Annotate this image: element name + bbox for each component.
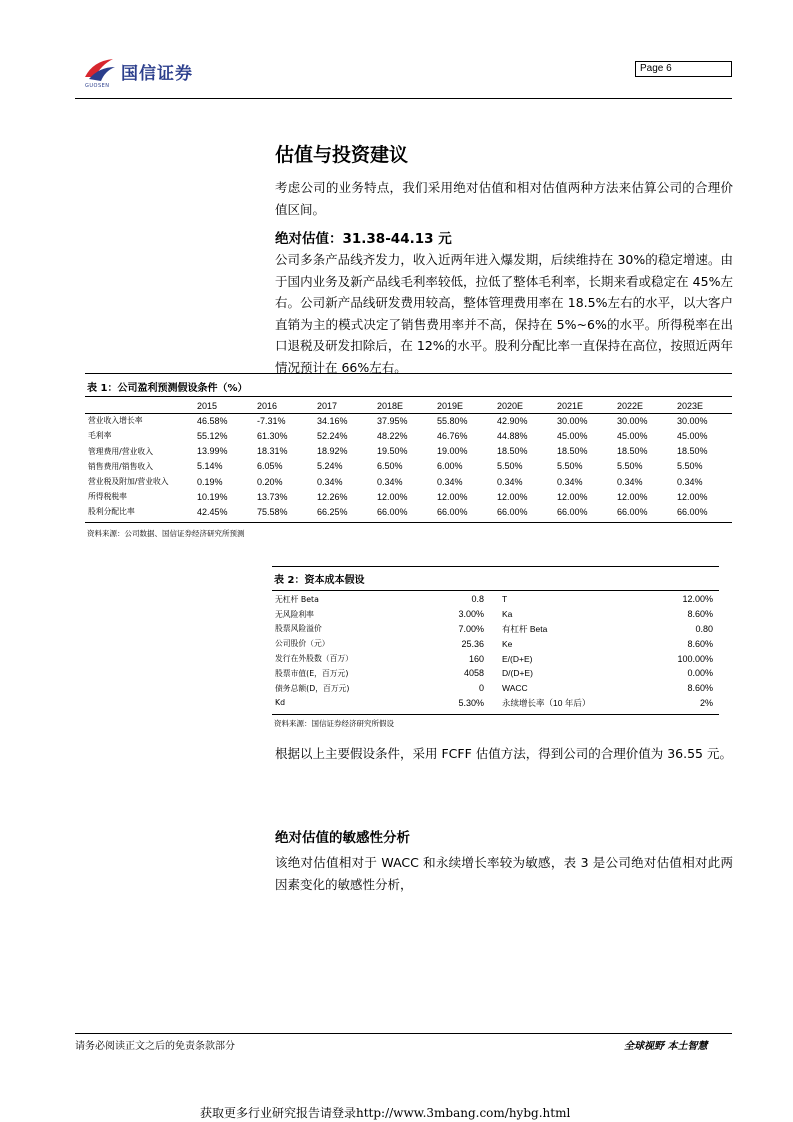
page-header	[75, 55, 732, 102]
table1-cell: 18.92%	[317, 446, 348, 457]
table1-row	[85, 459, 737, 474]
table1-cell: 12.00%	[437, 491, 468, 502]
table1-cell: 5.50%	[497, 461, 523, 472]
table2-param-value: 2%	[699, 697, 713, 708]
table1-cell: 18.50%	[617, 446, 648, 457]
table1-cell: 48.22%	[377, 430, 408, 441]
table1-cell: 46.58%	[197, 415, 228, 426]
table1-cell: 0.34%	[377, 476, 403, 487]
table1-cell: 37.95%	[377, 415, 408, 426]
table1-cell: 0.34%	[437, 476, 463, 487]
fcff-paragraph: 根据以上主要假设条件，采用 FCFF 估值方法，得到公司的合理价值为 36.55 元。	[275, 746, 732, 761]
table2-param-value: 4058	[463, 668, 484, 679]
table1-header-cell: 2017	[317, 400, 338, 411]
table2-row	[272, 607, 717, 622]
table1-cell: 0.34%	[497, 476, 523, 487]
table2-param-label: Ke	[502, 638, 513, 649]
table1-cell: 66.00%	[617, 506, 648, 517]
table2-param-label: T	[502, 594, 508, 605]
table2-row	[272, 636, 717, 651]
table2-param-label: 股票风险溢价	[275, 624, 322, 634]
table1-cell: 12.00%	[617, 491, 648, 502]
table1-cell: 6.00%	[437, 461, 463, 472]
table2-param-value: 5.30%	[458, 697, 484, 708]
table1-cell: 12.00%	[677, 491, 708, 502]
bottom-link[interactable]: 获取更多行业研究报告请登录http://www.3mbang.com/hybg.html	[200, 1106, 571, 1120]
table1-cell: 55.12%	[197, 430, 228, 441]
company-logo	[83, 55, 233, 95]
table1-cell: 55.80%	[437, 415, 468, 426]
table2-param-label: 发行在外股数（百万）	[275, 654, 353, 664]
table1-rule	[85, 396, 732, 397]
table1-header-cell: 2018E	[377, 400, 404, 411]
table1-cell: 0.34%	[677, 476, 703, 487]
table2-param-value: 12.00%	[682, 594, 713, 605]
table1-cell: 19.00%	[437, 446, 468, 457]
table1-cell: 75.58%	[257, 506, 288, 517]
table2-param-value: 0.8	[471, 594, 484, 605]
table2-param-label: 永续增长率（10 年后）	[502, 697, 591, 708]
table1-cell: 5.50%	[557, 461, 583, 472]
intro-paragraph: 考虑公司的业务特点，我们采用绝对估值和相对估值两种方法来估算公司的合理价值区间。	[275, 180, 733, 217]
table2-param-label: E/(D+E)	[502, 653, 533, 664]
table1-cell: 6.05%	[257, 461, 283, 472]
table1-cell: 12.26%	[317, 491, 348, 502]
table1-row	[85, 428, 737, 443]
table1-header-cell	[85, 398, 197, 413]
table1-cell: 45.00%	[617, 430, 648, 441]
table1-cell: 12.00%	[497, 491, 528, 502]
table1-cell: 66.25%	[317, 506, 348, 517]
table1-row	[85, 413, 737, 428]
table2-param-value: 25.36	[461, 638, 484, 649]
footer-divider	[75, 1033, 732, 1034]
table1-bottom-rule	[85, 522, 732, 523]
table1-row	[85, 444, 737, 459]
table2	[272, 592, 717, 710]
table1-cell: 13.99%	[197, 446, 228, 457]
table2-title: 表 2：资本成本假设	[274, 575, 365, 586]
table2-param-label: 公司股价（元）	[275, 639, 330, 649]
table2-row	[272, 681, 717, 696]
table2-bottom-rule	[272, 714, 719, 715]
table1-row-label: 销售费用/销售收入	[88, 461, 154, 471]
table1-cell: 30.00%	[677, 415, 708, 426]
header-divider	[75, 98, 732, 99]
table1-cell: 66.00%	[497, 506, 528, 517]
abs-valuation-paragraph: 公司多条产品线齐发力，收入近两年进入爆发期，后续维持在 30%的稳定增速。由于国内业务及新产品线毛利率较低，拉低了整体毛利率，长期来看或稳定在 45%左右。公司新产品线研发费用较高，整体管理费用率在 18.5%左右的水平，以大客户直销为主的模式决定了销售费用率并不高，保持在 5%~6%的水平。所得税率在出口退税及研发扣除后，在 12%的水平。股利分配比率一直保持在高位，按照近两年情况预计在 66%左右。	[275, 252, 733, 375]
table2-param-value: 100.00%	[677, 653, 713, 664]
table1-row-label: 管理费用/营业收入	[88, 446, 154, 456]
table1-cell: 42.90%	[497, 415, 528, 426]
table2-row	[272, 696, 717, 711]
sensitivity-paragraph: 该绝对估值相对于 WACC 和永续增长率较为敏感，表 3 是公司绝对估值相对此两因素变化的敏感性分析，	[275, 855, 733, 892]
table1-header-cell: 2020E	[497, 400, 524, 411]
table2-param-value: 0.00%	[687, 668, 713, 679]
table2-param-label: Ka	[502, 609, 513, 620]
table1-cell: 18.50%	[497, 446, 528, 457]
table1-top-rule	[85, 373, 732, 374]
table1-cell: 66.00%	[377, 506, 408, 517]
table1-cell: 5.50%	[677, 461, 703, 472]
table1-row	[85, 474, 737, 489]
footer-disclaimer: 请务必阅读正文之后的免责条款部分	[75, 1041, 235, 1052]
table1-cell: 45.00%	[557, 430, 588, 441]
table2-param-value: 8.60%	[687, 638, 713, 649]
table2-param-label: 债务总额(D，百万元)	[275, 683, 350, 693]
table1-title: 表 1：公司盈利预测假设条件（%）	[87, 383, 248, 394]
table1-cell: -7.31%	[257, 415, 286, 426]
table1-cell: 0.34%	[557, 476, 583, 487]
table1-row-label: 股利分配比率	[88, 507, 135, 517]
table1-cell: 10.19%	[197, 491, 228, 502]
table1-cell: 13.73%	[257, 491, 288, 502]
table1-cell: 30.00%	[557, 415, 588, 426]
table1-cell: 52.24%	[317, 430, 348, 441]
abs-valuation-heading: 绝对估值：31.38-44.13 元	[275, 231, 452, 247]
table1-header-cell: 2019E	[437, 400, 464, 411]
table2-rule	[272, 590, 719, 591]
table1-cell: 34.16%	[317, 415, 348, 426]
table1-row	[85, 504, 737, 519]
table1-cell: 18.50%	[557, 446, 588, 457]
table1-cell: 42.45%	[197, 506, 228, 517]
table1-cell: 18.31%	[257, 446, 288, 457]
table1-row-label: 所得税税率	[88, 492, 127, 502]
table2-param-label: 无杠杆 Beta	[275, 594, 319, 604]
table2-param-label: WACC	[502, 683, 528, 694]
table1-header-row	[85, 398, 737, 413]
table1-cell: 45.00%	[677, 430, 708, 441]
table2-param-value: 8.60%	[687, 683, 713, 694]
table1-cell: 12.00%	[377, 491, 408, 502]
table1-row-label: 毛利率	[88, 431, 112, 441]
table2-param-label: D/(D+E)	[502, 668, 533, 679]
table1-cell: 19.50%	[377, 446, 408, 457]
table1-cell: 6.50%	[377, 461, 403, 472]
table2-param-value: 0.80	[695, 623, 713, 634]
table1-cell: 5.50%	[617, 461, 643, 472]
table1-cell: 0.19%	[197, 476, 223, 487]
guosen-logo-icon	[83, 55, 117, 83]
table1-cell: 5.14%	[197, 461, 223, 472]
table2-param-label: 股票市值(E，百万元)	[275, 668, 349, 678]
page-number: Page 6	[635, 61, 732, 77]
table1-header-cell: 2022E	[617, 400, 644, 411]
logo-subtext: GUOSEN	[85, 83, 110, 89]
table1-cell: 0.20%	[257, 476, 283, 487]
table1-cell: 66.00%	[557, 506, 588, 517]
table2-param-label: 无风险利率	[275, 609, 314, 619]
table1-cell: 0.34%	[317, 476, 343, 487]
table2-param-value: 160	[468, 653, 484, 664]
table1-cell: 18.50%	[677, 446, 708, 457]
table2-param-value: 0	[478, 683, 484, 694]
table1-row-label: 营业收入增长率	[88, 416, 143, 426]
table1-row	[85, 489, 737, 504]
table2-param-label: 有杠杆 Beta	[502, 623, 548, 634]
table2-source: 资料来源：国信证券经济研究所假设	[274, 719, 394, 728]
table2-param-value: 3.00%	[458, 609, 484, 620]
table1-source: 资料来源：公司数据、国信证券经济研究所预测	[87, 529, 245, 538]
table1-cell: 12.00%	[557, 491, 588, 502]
section-title: 估值与投资建议	[275, 144, 409, 166]
table2-row	[272, 666, 717, 681]
table1-cell: 61.30%	[257, 430, 288, 441]
table1-header-cell: 2021E	[557, 400, 584, 411]
table2-row	[272, 592, 717, 607]
table1-header-cell: 2023E	[677, 400, 704, 411]
table1-cell: 0.34%	[617, 476, 643, 487]
table2-row	[272, 622, 717, 637]
table1-header-cell: 2015	[197, 400, 218, 411]
sensitivity-heading: 绝对估值的敏感性分析	[275, 830, 410, 846]
table2-param-value: 7.00%	[458, 623, 484, 634]
table2-row	[272, 651, 717, 666]
table2-param-label: Kd	[275, 698, 286, 708]
table1-cell: 66.00%	[437, 506, 468, 517]
table1-cell: 66.00%	[677, 506, 708, 517]
table1-header-cell: 2016	[257, 400, 278, 411]
table1-cell: 46.76%	[437, 430, 468, 441]
logo-text: 国信证券	[121, 64, 193, 84]
table1-row-label: 营业税及附加/营业收入	[88, 477, 169, 487]
table1-cell: 5.24%	[317, 461, 343, 472]
table2-top-rule	[272, 566, 719, 567]
table1-cell: 30.00%	[617, 415, 648, 426]
table1	[85, 398, 737, 520]
footer-slogan: 全球视野 本土智慧	[624, 1041, 708, 1052]
table2-param-value: 8.60%	[687, 609, 713, 620]
table1-cell: 44.88%	[497, 430, 528, 441]
